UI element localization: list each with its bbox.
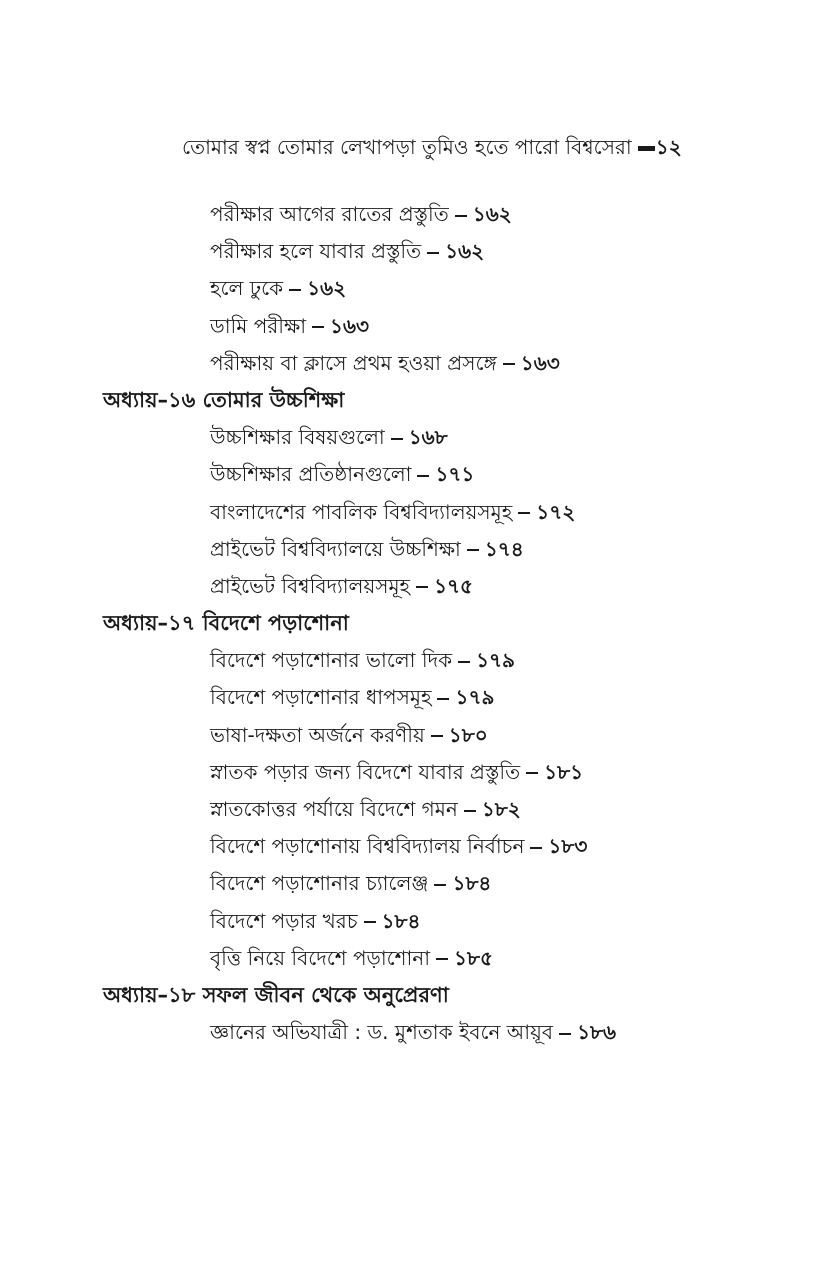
entry-title: পরীক্ষার হলে যাবার প্রস্তুতি xyxy=(210,239,422,264)
entry-title: প্রাইভেট বিশ্ববিদ্যালয়সমূহ xyxy=(210,573,411,598)
en-dash-separator xyxy=(530,847,542,849)
header-title: তোমার স্বপ্ন তোমার লেখাপড়া তুমিও হতে পারো বিশ্বসেরা xyxy=(182,135,632,159)
entry-title: পরীক্ষার আগের রাতের প্রস্তুতি xyxy=(210,202,449,226)
toc-entry xyxy=(0,940,825,977)
toc-entry xyxy=(0,419,825,456)
entry-title: উচ্চশিক্ষার বিষয়গুলো xyxy=(210,425,385,450)
entry-page-number: ১৭৯ xyxy=(476,648,516,673)
toc-entry xyxy=(0,1014,825,1051)
entry-title: স্নাতক পড়ার জন্য বিদেশে যাবার প্রস্তুতি xyxy=(210,759,521,784)
toc-entry xyxy=(0,196,825,233)
toc-entry xyxy=(0,679,825,716)
en-dash-separator xyxy=(518,512,530,514)
entry-title: বিদেশে পড়াশোনার ধাপসমূহ xyxy=(210,685,432,710)
en-dash-separator xyxy=(416,586,428,588)
entry-page-number: ১৬৩ xyxy=(330,313,370,338)
toc-entry xyxy=(0,456,825,493)
en-dash-separator xyxy=(312,326,324,328)
entry-title: ভাষা-দক্ষতা অর্জনে করণীয় xyxy=(210,722,425,747)
running-header xyxy=(182,132,682,162)
toc-entry xyxy=(0,791,825,828)
toc-entry xyxy=(0,642,825,679)
entry-page-number: ১৮১ xyxy=(544,759,584,784)
en-dash-separator xyxy=(458,661,470,663)
entry-page-number: ১৮৩ xyxy=(548,834,588,859)
entry-page-number: ১৮০ xyxy=(448,722,488,747)
toc-entry xyxy=(0,494,825,531)
entry-title: ডামি পরীক্ষা xyxy=(210,313,307,338)
en-dash-separator xyxy=(455,215,467,217)
entry-page-number: ১৭৪ xyxy=(484,536,524,561)
entry-page-number: ১৮৬ xyxy=(577,1020,617,1045)
toc-chapter-heading xyxy=(0,605,825,642)
chapter-title: অধ্যায়–১৬ তোমার উচ্চশিক্ষা xyxy=(103,387,345,412)
toc-chapter-heading xyxy=(0,382,825,419)
toc-entry xyxy=(0,270,825,307)
entry-page-number: ১৮৫ xyxy=(454,945,493,970)
entry-page-number: ১৮২ xyxy=(481,797,521,821)
en-dash-separator xyxy=(391,438,403,440)
en-dash-separator xyxy=(431,735,443,737)
entry-page-number: ১৭৫ xyxy=(434,573,474,598)
en-dash-separator xyxy=(464,810,476,812)
entry-title: বিদেশে পড়াশোনার চ্যালেঞ্জ xyxy=(210,871,429,896)
header-page-number: ১২ xyxy=(655,135,682,159)
entry-page-number: ১৬৮ xyxy=(408,425,448,450)
en-dash-separator xyxy=(364,921,376,923)
entry-page-number: ১৬২ xyxy=(445,239,485,264)
entry-title: বৃত্তি নিয়ে বিদেশে পড়াশোনা xyxy=(210,945,431,970)
entry-title: বিদেশে পড়াশোনার ভালো দিক xyxy=(210,648,453,673)
toc-entry xyxy=(0,717,825,754)
toc-entry xyxy=(0,233,825,270)
en-dash-separator xyxy=(559,1033,571,1035)
entry-title: বিদেশে পড়ার খরচ xyxy=(210,908,358,933)
en-dash-separator xyxy=(467,549,479,551)
toc-entry xyxy=(0,754,825,791)
toc-entry xyxy=(0,903,825,940)
toc-entry xyxy=(0,345,825,382)
entry-page-number: ১৭২ xyxy=(536,499,576,524)
entry-title: প্রাইভেট বিশ্ববিদ্যালয়ে উচ্চশিক্ষা xyxy=(210,536,461,561)
en-dash-separator xyxy=(526,772,538,774)
entry-title: উচ্চশিক্ষার প্রতিষ্ঠানগুলো xyxy=(210,462,412,487)
entry-page-number: ১৬২ xyxy=(307,276,347,301)
entry-title: জ্ঞানের অভিযাত্রী : ড. মুশতাক ইবনে আয়ূব xyxy=(210,1020,554,1045)
entry-title: পরীক্ষায় বা ক্লাসে প্রথম হওয়া প্রসঙ্গে xyxy=(210,350,497,375)
toc-entry xyxy=(0,568,825,605)
en-dash-separator xyxy=(434,884,446,886)
entry-title: বাংলাদেশের পাবলিক বিশ্ববিদ্যালয়সমূহ xyxy=(210,499,513,524)
en-dash-separator xyxy=(436,958,448,960)
chapter-title: অধ্যায়–১৭ বিদেশে পড়াশোনা xyxy=(103,611,349,636)
en-dash-separator xyxy=(503,363,515,365)
toc-entry xyxy=(0,531,825,568)
entry-page-number: ১৬৩ xyxy=(520,350,560,375)
entry-page-number: ১৭৯ xyxy=(455,685,495,710)
table-of-contents xyxy=(0,196,825,1051)
header-separator-bar xyxy=(638,146,655,151)
entry-title: বিদেশে পড়াশোনায় বিশ্ববিদ্যালয় নির্বাচন xyxy=(210,834,525,859)
chapter-title: অধ্যায়–১৮ সফল জীবন থেকে অনুপ্রেরণা xyxy=(103,982,449,1007)
en-dash-separator xyxy=(427,252,439,254)
entry-page-number: ১৭১ xyxy=(435,462,475,487)
en-dash-separator xyxy=(417,475,429,477)
toc-chapter-heading xyxy=(0,977,825,1014)
en-dash-separator xyxy=(437,698,449,700)
entry-page-number: ১৮৪ xyxy=(452,871,492,896)
entry-page-number: ১৬২ xyxy=(472,202,512,226)
toc-entry xyxy=(0,308,825,345)
toc-entry xyxy=(0,865,825,902)
entry-page-number: ১৮৪ xyxy=(381,908,421,933)
en-dash-separator xyxy=(289,289,301,291)
entry-title: হলে ঢুকে xyxy=(210,276,284,301)
entry-title: স্নাতকোত্তর পর্যায়ে বিদেশে গমন xyxy=(210,797,458,821)
toc-entry xyxy=(0,828,825,865)
